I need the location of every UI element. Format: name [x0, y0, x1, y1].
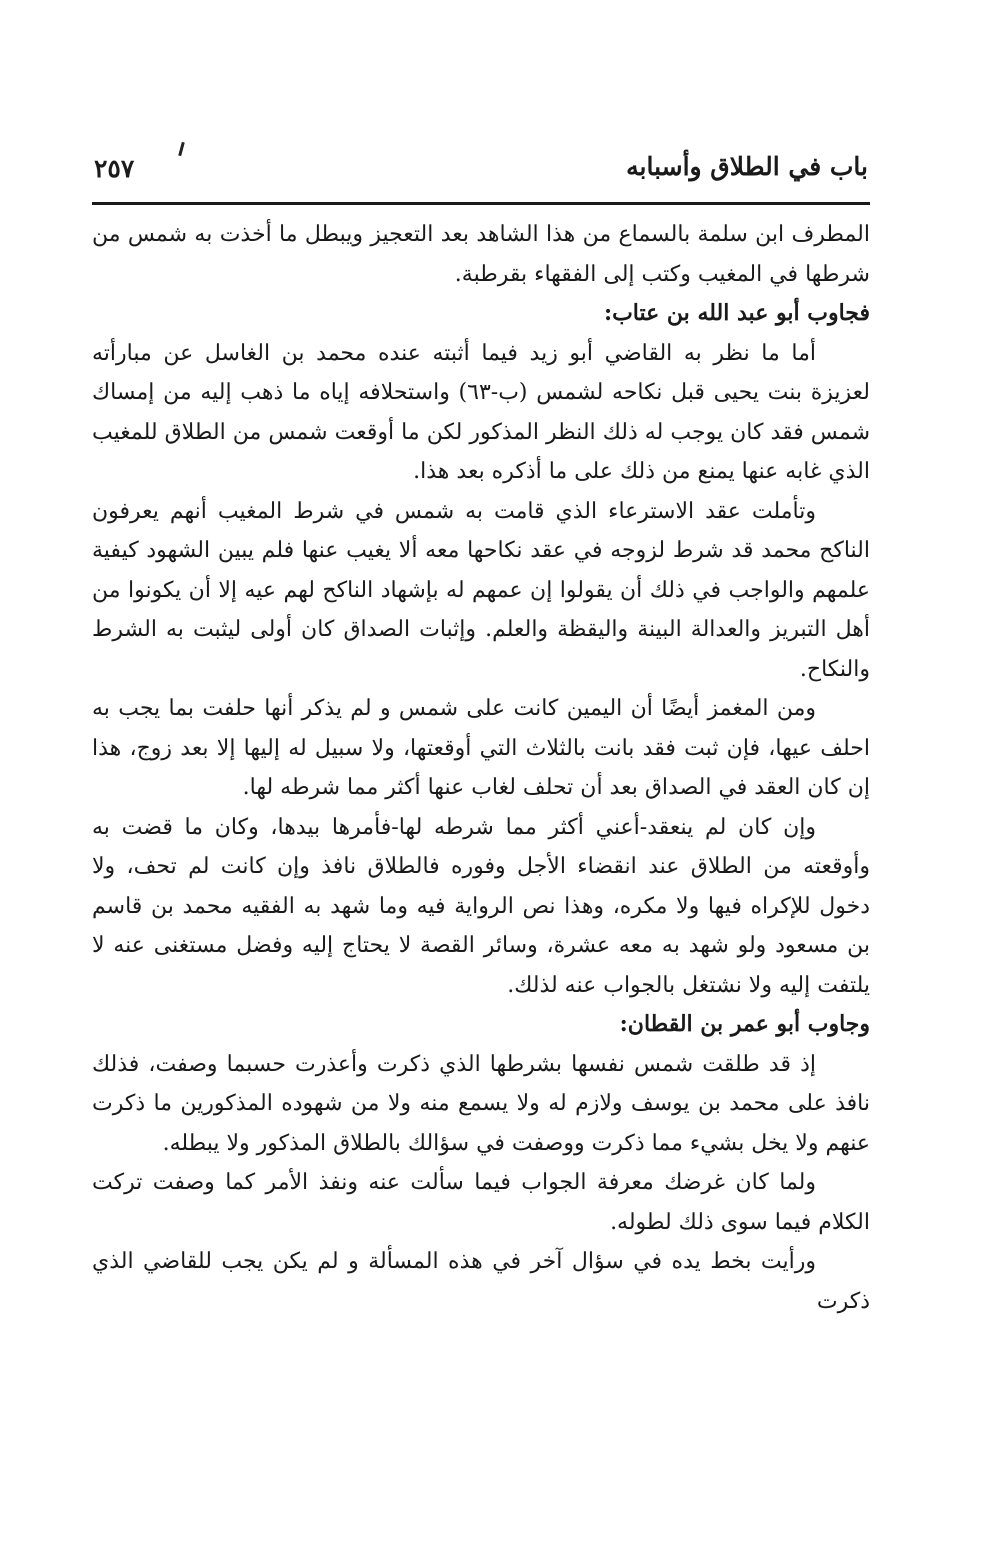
header-rule — [92, 202, 870, 205]
page-number: ٢٥٧ — [94, 154, 135, 183]
body-text — [92, 215, 870, 1321]
paragraph: المطرف ابن سلمة بالسماع من هذا الشاهد بعد التعجيز ويبطل ما أخذت به شمس من شرطها في المغيب وكتب إلى الفقهاء بقرطبة. — [92, 222, 870, 287]
chapter-title: باب في الطلاق وأسبابه — [626, 152, 868, 181]
paragraph: وتأملت عقد الاسترعاء الذي قامت به شمس في شرط المغيب أنهم يعرفون الناكح محمد قد شرط لزوجه في عقد نكاحها معه ألا يغيب عنها فلم يبين الشهود كيفية علمهم والواجب في ذلك أن يقولوا إن عمهم له بإشهاد الناكح لهم عيه إلا أن يكونوا من أهل التبريز والعدالة البينة واليقظة والعلم. وإثبات الصداق كان أولى ليثبت به الشرط والنكاح. — [92, 498, 870, 682]
paragraph: إذ قد طلقت شمس نفسها بشرطها الذي ذكرت وأعذرت حسبما وصفت، فذلك نافذ على محمد بن يوسف ولازم له ولا يسمع منه ولا من شهوده المذكورين ما ذكرت عنهم ولا يخل بشيء مما ذكرت ووصفت في سؤالك بالطلاق المذكور ولا يبطله. — [92, 1051, 870, 1156]
paragraph: ورأيت بخط يده في سؤال آخر في هذه المسألة و لم يكن يجب للقاضي الذي ذكرت — [92, 1249, 870, 1314]
answer-heading: فجاوب أبو عبد الله بن عتاب: — [603, 300, 870, 326]
page-header — [92, 150, 868, 200]
paragraph: ولما كان غرضك معرفة الجواب فيما سألت عنه ونفذ الأمر كما وصفت تركت الكلام فيما سوى ذلك لطوله. — [92, 1170, 870, 1235]
answer-heading: وجاوب أبو عمر بن القطان: — [619, 1011, 870, 1037]
paragraph: وإن كان لم ينعقد-أعني أكثر مما شرطه لها-فأمرها بيدها، وكان ما قضت به وأوقعته من الطلاق عند انقضاء الأجل وفوره فالطلاق نافذ وإن كانت لم تحف، ولا دخول للإكراه فيها ولا مكره، وهذا نص الرواية فيه وما شهد به الفقيه محمد بن قاسم بن مسعود ولو شهد به معه عشرة، وسائر القصة لا يحتاج إليه وفضل مستغنى عنه لا يلتفت إليه ولا نشتغل بالجواب عنه لذلك. — [92, 814, 870, 998]
paragraph: ومن المغمز أيضًا أن اليمين كانت على شمس و لم يذكر أنها حلفت بما يجب به احلف عيها، فإن ثبت فقد بانت بالثلاث التي أوقعتها، ولا سبيل له إليها إلا بعد زوج، هذا إن كان العقد في الصداق بعد أن تحلف لغاب عنها أكثر مما شرطه لها. — [92, 696, 870, 800]
paragraph: أما ما نظر به القاضي أبو زيد فيما أثبته عنده محمد بن الغاسل عن مبارأته لعزيزة بنت يحيى قبل نكاحه لشمس (ب-٦٣) واستحلافه إياه ما ذهب إليه من إمساك شمس فقد كان يوجب له ذلك النظر المذكور لكن ما أوقعت شمس من الطلاق للمغيب الذي غابه عنها يمنع من ذلك على ما أذكره بعد هذا. — [92, 340, 870, 484]
